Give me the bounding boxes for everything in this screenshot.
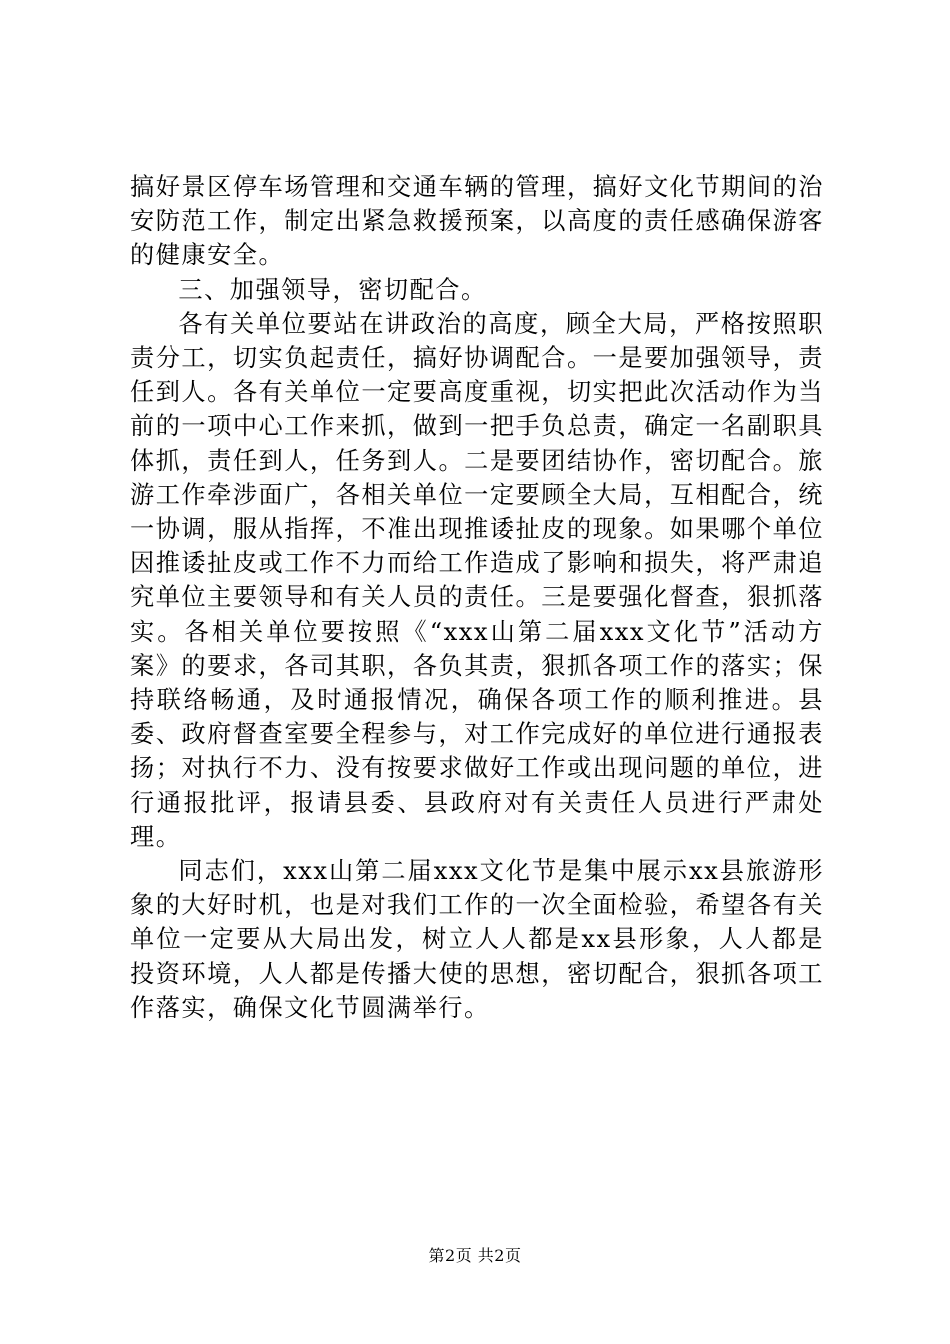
paragraph-body: 各有关单位要站在讲政治的高度，顾全大局，严格按照职责分工，切实负起责任，搞好协调配合。一是要加强领导，责任到人。各有关单位一定要高度重视，切实把此次活动作为当前的一项中心工作来抓，做到一把手负总责，确定一名副职具体抓，责任到人，任务到人。二是要团结协作，密切配合。旅游工作牵涉面广，各相关单位一定要顾全大局，互相配合，统一协调，服从指挥，不准出现推诿扯皮的现象。如果哪个单位因推诿扯皮或工作不力而给工作造成了影响和损失，将严肃追究单位主要领导和有关人员的责任。三是要强化督查，狠抓落实。各相关单位要按照《“xxx山第二届xxx文化节”活动方案》的要求，各司其职，各负其责，狠抓各项工作的落实；保持联络畅通，及时通报情况，确保各项工作的顺利推进。县委、政府督查室要全程参与，对工作完成好的单位进行通报表扬；对执行不力、没有按要求做好工作或出现问题的单位，进行通报批评，报请县委、县政府对有关责任人员进行严肃处理。 — [130, 309, 824, 851]
paragraph-continuation: 搞好景区停车场管理和交通车辆的管理，搞好文化节期间的治安防范工作，制定出紧急救援预案，以高度的责任感确保游客的健康安全。 — [130, 173, 824, 270]
document-body — [130, 170, 824, 1025]
page-footer: 第2页 共2页 — [428, 1246, 522, 1265]
section-heading: 三、加强领导，密切配合。 — [178, 275, 487, 304]
paragraph-closing: 同志们，xxx山第二届xxx文化节是集中展示xx县旅游形象的大好时机，也是对我们工作的一次全面检验，希望各有关单位一定要从大局出发，树立人人都是xx县形象，人人都是投资环境，人人都是传播大使的思想，密切配合，狠抓各项工作落实，确保文化节圆满举行。 — [130, 857, 824, 1022]
